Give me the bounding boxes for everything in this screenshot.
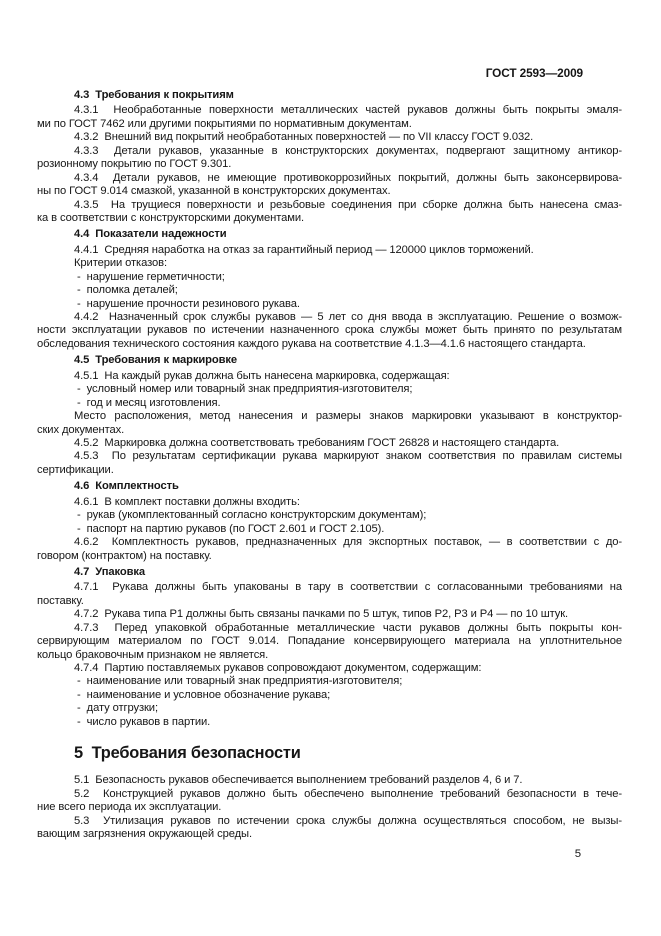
- paragraph: [37, 622, 622, 662]
- paragraph-line: вающим загрязнения окружающей среды.: [37, 827, 252, 840]
- paragraph-line: 4.6.1 В комплект поставки должны входить:: [74, 495, 300, 508]
- paragraph: [37, 496, 622, 509]
- paragraph-line: 4.3.4 Детали рукавов, не имеющие противокоррозийных покрытий, должны быть законсервирова-: [74, 171, 622, 184]
- paragraph-line: розионному покрытию по ГОСТ 9.301.: [37, 158, 232, 171]
- paragraph: [37, 608, 622, 621]
- paragraph-line: 4.7.4 Партию поставляемых рукавов сопровождают документом, содержащим:: [74, 662, 482, 675]
- paragraph-line: Критерии отказов:: [74, 257, 167, 270]
- list-item: - наименование и условное обозначение рукава;: [77, 688, 331, 701]
- paragraph: [37, 145, 622, 172]
- paragraph-line: ны по ГОСТ 9.014 смазкой, указанной в конструкторских документах.: [37, 185, 391, 198]
- paragraph: [37, 437, 622, 450]
- list-item: - число рукавов в партии.: [77, 715, 211, 728]
- list-item: - условный номер или товарный знак предприятия-изготовителя;: [77, 383, 413, 396]
- paragraph: [37, 662, 622, 675]
- paragraph-line: поставку.: [37, 594, 84, 607]
- page-number: 5: [574, 848, 581, 861]
- paragraph: [37, 244, 622, 257]
- list-item: - рукав (укомплектованный согласно конструкторским документам);: [77, 509, 427, 522]
- paragraph: [37, 172, 622, 199]
- paragraph-line: ми по ГОСТ 7462 или другими покрытиями по нормативным документам.: [37, 117, 412, 130]
- paragraph-line: ка в соответствии с конструкторскими документами.: [37, 211, 304, 224]
- document-body: [37, 89, 622, 841]
- paragraph-line: ние всего периода их эксплуатации.: [37, 801, 222, 814]
- paragraph-line: 4.3.2 Внешний вид покрытий необработанных поверхностей — по VII классу ГОСТ 9.032.: [74, 131, 534, 144]
- paragraph-line: 4.5.3 По результатам сертификации рукава маркируют знаком соответствия по правилам системы: [74, 450, 622, 463]
- paragraph-line: 4.3.3 Детали рукавов, указанные в конструкторских документах, подвергают защитному антикор-: [74, 144, 622, 157]
- list-item: - год и месяц изготовления.: [77, 396, 221, 409]
- paragraph: [37, 788, 622, 815]
- list-item: - нарушение герметичности;: [77, 270, 225, 283]
- paragraph-line: сертификации.: [37, 463, 114, 476]
- subsection-heading: 4.6 Комплектность: [74, 480, 179, 493]
- list-item: - дату отгрузки;: [77, 702, 158, 715]
- paragraph: [37, 199, 622, 226]
- paragraph-line: 4.4.1 Средняя наработка на отказ за гарантийный период — 120000 циклов торможений.: [74, 243, 534, 256]
- list-item: - паспорт на партию рукавов (по ГОСТ 2.601 и ГОСТ 2.105).: [77, 522, 385, 535]
- paragraph-line: ских документах.: [37, 423, 125, 436]
- paragraph: [37, 131, 622, 144]
- running-header: ГОСТ 2593—2009: [485, 66, 583, 80]
- paragraph-line: обследования технического состояния каждого рукава на соответствие 4.1.3—4.1.6 настоящего стандарта.: [37, 337, 586, 350]
- subsection-heading: 4.3 Требования к покрытиям: [74, 89, 234, 101]
- paragraph-line: 4.3.5 На трущиеся поверхности и резьбовые соединения при сборке должна быть нанесена смаз-: [74, 198, 622, 211]
- paragraph-line: ности эксплуатации рукавов по истечении назначенного срока службы может быть принято по результатам: [37, 324, 622, 337]
- paragraph-line: 4.7.1 Рукава должны быть упакованы в тару в соответствии с согласованными требованиями на: [74, 581, 622, 594]
- paragraph-line: 4.5.1 На каждый рукав должна быть нанесена маркировка, содержащая:: [74, 369, 450, 382]
- paragraph-line: 4.6.2 Комплектность рукавов, предназначенных для экспортных поставок, — в соответствии с до-: [74, 536, 622, 549]
- paragraph: [37, 815, 622, 842]
- paragraph: [37, 450, 622, 477]
- paragraph: [37, 536, 622, 563]
- list-item: - нарушение прочности резинового рукава.: [77, 297, 300, 310]
- paragraph-line: Место расположения, метод нанесения и размеры знаков маркировки указывают в конструктор-: [74, 410, 622, 423]
- paragraph-line: 5.2 Конструкцией рукавов должно быть обеспечено выполнение требований безопасности в тече-: [74, 787, 622, 800]
- paragraph: [37, 257, 622, 270]
- section-heading: 5 Требования безопасности: [74, 744, 301, 763]
- paragraph-line: сервирующим материалом по ГОСТ 9.014. Попадание консервирующего материала на уплотнительное: [37, 635, 622, 648]
- subsection-heading: 4.5 Требования к маркировке: [74, 354, 237, 367]
- paragraph: [37, 774, 622, 787]
- paragraph-line: говором (контрактом) на поставку.: [37, 549, 212, 562]
- paragraph: [37, 104, 622, 131]
- paragraph: [37, 311, 622, 351]
- paragraph: [37, 410, 622, 437]
- paragraph-line: 4.3.1 Необработанные поверхности металлических частей рукавов должны быть покрыты эмаля-: [74, 104, 622, 117]
- paragraph: [37, 581, 622, 608]
- paragraph-line: 4.5.2 Маркировка должна соответствовать требованиям ГОСТ 26828 и настоящего стандарта.: [74, 436, 560, 449]
- list-item: - поломка деталей;: [77, 284, 178, 297]
- paragraph: [37, 370, 622, 383]
- paragraph-line: 5.3 Утилизация рукавов по истечении срока службы должна осуществляться способом, не вызы-: [74, 814, 622, 827]
- paragraph-line: 4.7.2 Рукава типа Р1 должны быть связаны пачками по 5 штук, типов Р2, Р3 и Р4 — по 10 штук.: [74, 608, 569, 621]
- paragraph-line: кольцо браковочным признаком не является.: [37, 648, 269, 661]
- subsection-heading: 4.4 Показатели надежности: [74, 228, 227, 241]
- paragraph-line: 5.1 Безопасность рукавов обеспечивается выполнением требований разделов 4, 6 и 7.: [74, 774, 523, 787]
- paragraph-line: 4.7.3 Перед упаковкой обработанные металлические части рукавов должны быть покрыты кон-: [74, 621, 622, 634]
- subsection-heading: 4.7 Упаковка: [74, 565, 145, 578]
- list-item: - наименование или товарный знак предприятия-изготовителя;: [77, 675, 403, 688]
- paragraph-line: 4.4.2 Назначенный срок службы рукавов — 5 лет со дня ввода в эксплуатацию. Решение о возмож-: [74, 311, 622, 324]
